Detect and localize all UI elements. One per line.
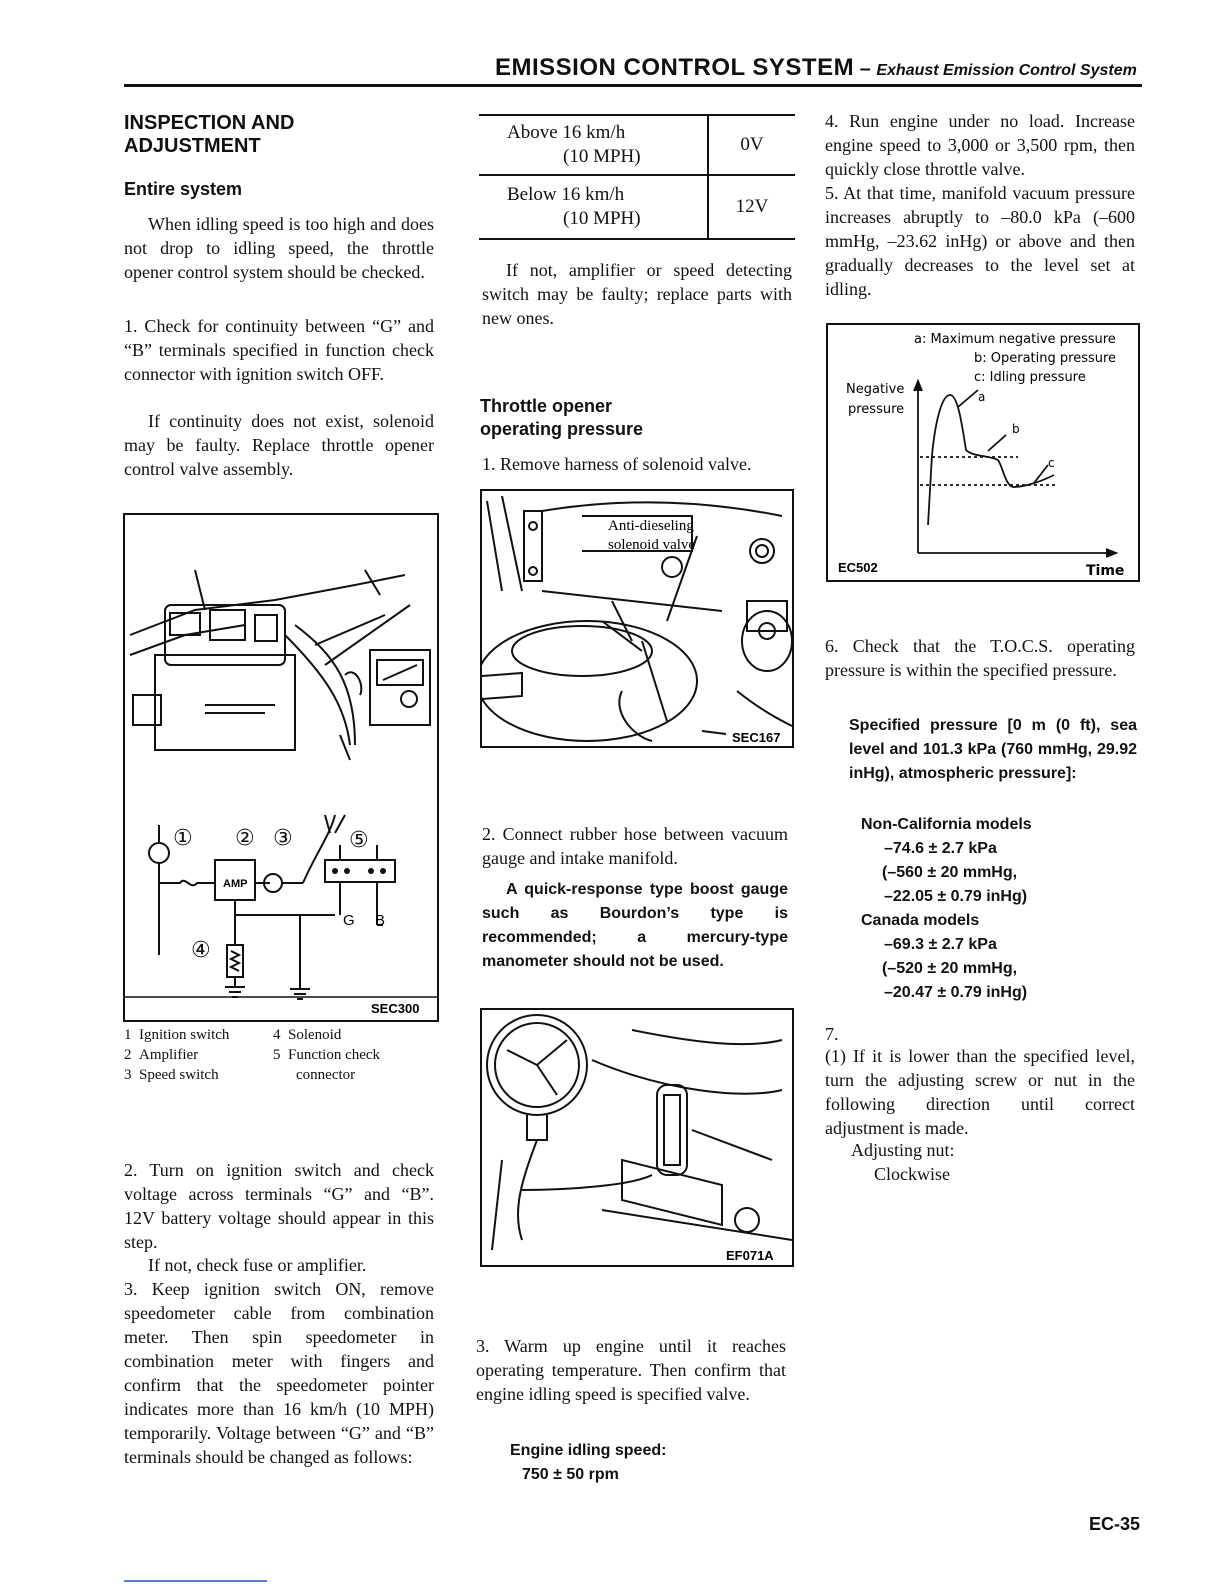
graph-legend-b: b: Operating pressure [974,351,1117,366]
subheading-entire-system: Entire system [124,179,243,199]
col2-step1-paragraph: 1. Remove harness of solenoid valve. [482,454,752,474]
header-subtitle: Exhaust Emission Control System [876,62,1137,79]
col2-step2-paragraph: 2. Connect rubber hose between vacuum gauge and intake manifold. [482,824,788,868]
page-number: EC-35 [1089,1514,1141,1534]
header-rule [124,84,1142,87]
header-separator: – [854,58,877,80]
step2b-paragraph: If not, check fuse or amplifier. [148,1255,367,1275]
fig1-label-line2: solenoid valve [608,537,696,553]
pressure-curve [928,395,1054,525]
non-california-label: Non-California models [861,816,1032,833]
specified-pressure-intro: Specified pressure [0 m (0 ft), sea level and 101.3 kPa (760 mmHg, 29.92 inHg), atmospheric pressure]: [849,717,1137,782]
adjusting-nut-value: Clockwise [874,1164,950,1184]
table-cell-voltage: 12V [735,196,769,217]
figure-sec167 [480,489,794,748]
section-heading [124,112,434,158]
pressure-time-graph [828,325,1138,580]
table-cell-condition: Below 16 km/h (10 MPH) [479,175,708,239]
graph-y-label-line2: pressure [848,402,905,417]
header-title: EMISSION CONTROL SYSTEM [495,54,855,81]
legend-item: 5 Function check [273,1047,381,1063]
after-table-paragraph: If not, amplifier or speed detecting switch may be faulty; replace parts with new ones. [482,260,792,328]
graph-mark-a: a [978,390,986,404]
figure-sec300 [123,513,439,1022]
gauge-note: A quick-response type boost gauge such as Bourdon’s type is recommended; a mercury-type manometer should not be used. [482,881,788,970]
canada-mmhg: (–520 ± 20 mmHg, [882,960,1018,977]
terminal-b-label: B [375,912,386,929]
step1-paragraph: 1. Check for continuity between “G” and “B” terminals specified in function check connector with ignition switch OFF. [124,316,434,384]
figure-code-ef071a: EF071A [726,1248,774,1263]
terminal-g-label: G [343,912,355,929]
col3-step7-number: 7. [825,1024,839,1044]
idle-speed-value: 750 ± 50 rpm [522,1466,619,1483]
vacuum-gauge-illustration [482,1010,792,1265]
canada-kpa: –69.3 ± 2.7 kPa [884,936,997,953]
figure-code-ec502: EC502 [838,560,878,575]
callout-5: ⑤ [349,828,369,853]
step2-paragraph: 2. Turn on ignition switch and check voltage across terminals “G” and “B”. 12V battery voltage should appear in this step. [124,1160,434,1252]
throttle-opener-heading [480,395,790,441]
legend-item: 3 Speed switch [124,1067,219,1083]
fig1-label-line1: Anti-dieseling [608,518,694,534]
col3-step4-paragraph: 4. Run engine under no load. Increase engine speed to 3,000 or 3,500 rpm, then quickly close throttle valve. [825,111,1135,179]
throttle-heading-line2: operating pressure [480,419,644,439]
non-california-mmhg: (–560 ± 20 mmHg, [882,864,1018,881]
col3-step6-paragraph: 6. Check that the T.O.C.S. operating pressure is within the specified pressure. [825,636,1135,680]
col3-step5-paragraph: 5. At that time, manifold vacuum pressure increases abruptly to –80.0 kPa (–600 mmHg, –23.62 inHg) or above and then gradually decreases to the level set at idling. [825,183,1135,299]
intro-paragraph: When idling speed is too high and does not drop to idling speed, the throttle opener control system should be checked. [124,214,434,282]
legend-item: 1 Ignition switch [124,1027,230,1043]
callout-3: ③ [273,826,293,851]
graph-legend-a: a: Maximum negative pressure [914,332,1116,347]
table-row [479,115,795,175]
table-row [479,175,795,239]
non-california-inhg: –22.05 ± 0.79 inHg) [884,888,1028,905]
section-heading-line1: INSPECTION AND [124,112,295,134]
table-cell-voltage: 0V [740,134,764,155]
legend-item: 2 Amplifier [124,1047,199,1063]
table-cell-condition: Above 16 km/h (10 MPH) [479,115,708,175]
graph-y-label-line1: Negative [846,382,905,397]
step3-paragraph: 3. Keep ignition switch ON, remove speedometer cable from combination meter. Then spin speedometer in combination meter with fingers and confirm that the speedometer pointer indicates more than 16 km/h (10 MPH) temporarily. Voltage between “G” and “B” terminals should be changed as follows: [124,1279,434,1467]
graph-x-label: Time [1086,563,1125,579]
idle-speed-label: Engine idling speed: [510,1442,667,1459]
figure-ec502-graph [826,323,1140,582]
page-header [495,54,1145,84]
legend-item: connector [296,1067,356,1083]
callout-2: ② [235,826,255,851]
bottom-edge-line [124,1580,267,1582]
voltage-table-grid [479,114,795,240]
graph-legend-c: c: Idling pressure [974,370,1086,385]
col3-step7a-paragraph: (1) If it is lower than the specified level, turn the adjusting screw or nut in the following direction until correct adjustment is made. [825,1046,1135,1138]
wiring-diagram [125,515,437,1020]
non-california-kpa: –74.6 ± 2.7 kPa [884,840,997,857]
figure-code-sec300: SEC300 [371,1001,420,1016]
amp-label: AMP [223,878,248,890]
adjusting-nut-label: Adjusting nut: [851,1140,955,1160]
callout-1: ① [173,826,193,851]
figure-ef071a [480,1008,794,1267]
voltage-table [479,114,795,240]
canada-label: Canada models [861,912,980,929]
figure-code-sec167: SEC167 [732,730,781,745]
col2-step3-paragraph: 3. Warm up engine until it reaches operating temperature. Then confirm that engine idling speed is specified valve. [476,1336,786,1404]
canada-inhg: –20.47 ± 0.79 inHg) [884,984,1028,1001]
callout-4: ④ [191,938,211,963]
legend-item: 4 Solenoid [273,1027,342,1043]
throttle-heading-line1: Throttle opener [480,396,613,416]
solenoid-valve-illustration [482,491,792,746]
graph-mark-c: c [1048,456,1055,470]
section-heading-line2: ADJUSTMENT [124,135,261,157]
step1b-paragraph: If continuity does not exist, solenoid may be faulty. Replace throttle opener control valve assembly. [124,411,434,479]
graph-mark-b: b [1012,422,1020,436]
